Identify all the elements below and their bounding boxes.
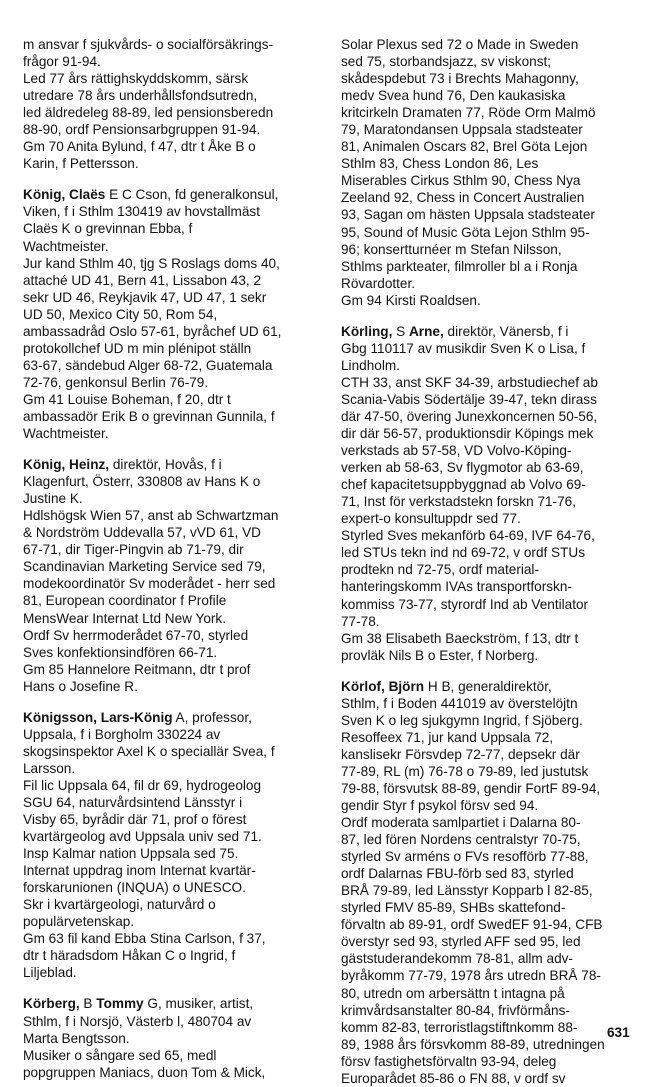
text-segment: Styrled Sves mekanförb 64-69, IVF 64-76, xyxy=(341,528,595,544)
text-line xyxy=(23,1064,323,1081)
text-segment: hanteringskomm IVAs transportforskn- xyxy=(341,579,572,595)
text-segment: Gm 94 Kirsti Roaldsen. xyxy=(341,292,481,308)
text-segment: H B, generaldirektör, xyxy=(424,678,552,694)
text-segment: styrled Sv arméns o FVs resofförb 77-88, xyxy=(341,849,589,865)
text-line xyxy=(341,425,641,442)
headword: Körling, xyxy=(341,323,393,339)
text-segment: m ansvar f sjukvårds- o socialförsäkrings- xyxy=(23,37,274,52)
text-segment: Klagenfurt, Österr, 330808 av Hans K o xyxy=(23,474,261,490)
text-line xyxy=(341,780,641,797)
text-line xyxy=(23,121,323,138)
headword: König, Heinz, xyxy=(23,457,110,473)
text-segment: & Nordström Uddevalla 57, vVD 61, VD xyxy=(23,525,261,541)
text-line xyxy=(23,947,323,964)
text-segment: forskarunionen (INQUA) o UNESCO. xyxy=(23,880,246,896)
text-segment: 81, Animalen Oscars 82, Brel Göta Lejon xyxy=(341,139,588,155)
text-segment: Uppsala, f i Borgholm 330224 av xyxy=(23,726,221,742)
entry-gap xyxy=(341,309,641,323)
text-line xyxy=(23,323,323,340)
text-segment: komm 82-83, terroristlagstiftnkomm 88- xyxy=(341,1019,578,1035)
text-line xyxy=(23,408,323,425)
text-line xyxy=(23,36,323,53)
text-line xyxy=(23,794,323,811)
text-line xyxy=(341,746,641,763)
text-line xyxy=(23,1030,323,1047)
text-line xyxy=(341,1036,641,1053)
text-line xyxy=(23,425,323,442)
text-segment: sed 75, storbandsjazz, sv viskonst; xyxy=(341,54,552,70)
text-line xyxy=(23,155,323,172)
text-line xyxy=(341,36,641,53)
biography-entry xyxy=(23,995,323,1080)
text-segment: 77-89, RL (m) 76-78 o 79-89, led justutsk xyxy=(341,763,589,779)
text-line xyxy=(341,561,641,578)
text-segment: Marta Bengtsson. xyxy=(23,1030,130,1046)
text-segment: Karin, f Pettersson. xyxy=(23,156,139,172)
text-segment: 87, led fören Nordens centralstyr 70-75, xyxy=(341,832,581,848)
text-line xyxy=(341,882,641,899)
text-line xyxy=(23,456,323,473)
text-segment: dtr t häradsdom Håkan C o Ingrid, f xyxy=(23,948,236,964)
text-segment: E C Cson, fd generalkonsul, xyxy=(105,187,279,203)
text-line xyxy=(341,138,641,155)
text-line xyxy=(341,916,641,933)
text-line xyxy=(341,647,641,664)
text-segment: Visby 65, byrådir där 71, prof o förest xyxy=(23,812,247,828)
text-line xyxy=(341,848,641,865)
text-segment: 72-76, genkonsul Berlin 76-79. xyxy=(23,374,209,390)
text-line xyxy=(23,558,323,575)
text-segment: Resoffeex 71, jur kand Uppsala 72, xyxy=(341,729,554,745)
text-line xyxy=(23,896,323,913)
text-line xyxy=(341,1070,641,1087)
text-line xyxy=(341,275,641,292)
text-line xyxy=(23,238,323,255)
text-segment: Wachtmeister. xyxy=(23,426,109,442)
text-line xyxy=(23,930,323,947)
text-segment: Justine K. xyxy=(23,491,83,507)
text-segment: led äldredeleg 88-89, led pensionsberedn xyxy=(23,105,274,121)
text-segment: utredare 78 års underhållsfondsutredn, xyxy=(23,88,258,104)
entry-gap xyxy=(23,172,323,186)
text-line xyxy=(23,862,323,879)
text-line xyxy=(341,797,641,814)
text-segment: byråkomm 77-79, 1978 års utredn BRÅ 78- xyxy=(341,968,601,984)
text-line xyxy=(23,203,323,220)
text-line xyxy=(23,592,323,609)
text-line xyxy=(341,189,641,206)
text-line xyxy=(23,289,323,306)
biography-entry xyxy=(23,36,323,172)
headword: Tommy xyxy=(96,996,144,1012)
text-line xyxy=(341,729,641,746)
text-segment: Internat uppdrag inom Internat kvartär- xyxy=(23,863,256,879)
text-line xyxy=(23,913,323,930)
text-segment: S xyxy=(392,323,409,339)
text-line xyxy=(23,879,323,896)
text-line xyxy=(23,811,323,828)
text-segment: ordf Dalarnas FBU-förb sed 83, styrled xyxy=(341,866,574,882)
text-segment: 63-67, sändebud Alger 68-72, Guatemala xyxy=(23,357,273,373)
text-segment: ambassadör Erik B o grevinnan Gunnila, f xyxy=(23,408,275,424)
text-segment: provläk Nils B o Ester, f Norberg. xyxy=(341,647,539,663)
text-segment: chef kapacitetsuppbyggnad ab Volvo 69- xyxy=(341,477,586,493)
headword: König, Claës xyxy=(23,187,106,203)
text-line xyxy=(341,374,641,391)
text-line xyxy=(23,964,323,981)
text-segment: Gm 85 Hannelore Reitmann, dtr t prof xyxy=(23,661,251,677)
text-segment: gäststuderandekomm 78-81, allm adv- xyxy=(341,951,573,967)
text-line xyxy=(23,473,323,490)
text-line xyxy=(23,541,323,558)
entry-gap xyxy=(23,695,323,709)
text-line xyxy=(23,726,323,743)
text-line xyxy=(341,596,641,613)
text-line xyxy=(23,374,323,391)
text-line xyxy=(341,695,641,712)
text-segment: Europarådet 85-86 o FN 88, v ordf sv xyxy=(341,1070,566,1086)
entry-gap xyxy=(23,981,323,995)
page-number: 631 xyxy=(607,1025,630,1040)
text-line xyxy=(341,70,641,87)
text-segment: Sthlm, f i Norsjö, Västerb l, 480704 av xyxy=(23,1013,252,1029)
text-segment: Gm 63 fil kand Ebba Stina Carlson, f 37, xyxy=(23,931,266,947)
text-segment: skogsinspektor Axel K o speciallär Svea, f xyxy=(23,743,275,759)
text-segment: Scandinavian Marketing Service sed 79, xyxy=(23,559,266,575)
biography-entry xyxy=(341,36,641,309)
text-segment: kommiss 73-77, styrordf Ind ab Ventilator xyxy=(341,596,589,612)
text-line xyxy=(23,306,323,323)
text-line xyxy=(341,630,641,647)
text-line xyxy=(341,241,641,258)
text-segment: Sthlm 83, Chess London 86, Les xyxy=(341,156,539,172)
headword: Arne, xyxy=(408,323,444,339)
text-segment: Hdlshögsk Wien 57, anst ab Schwartzman xyxy=(23,508,279,524)
text-segment: Lindholm. xyxy=(341,357,400,373)
text-line xyxy=(341,613,641,630)
text-line xyxy=(23,1013,323,1030)
text-line xyxy=(341,459,641,476)
text-line xyxy=(23,524,323,541)
text-segment: 95, Sound of Music Göta Lejon Sthlm 95- xyxy=(341,224,590,240)
text-line xyxy=(23,743,323,760)
text-line xyxy=(341,831,641,848)
text-segment: Zeeland 92, Chess in Concert Australien xyxy=(341,190,585,206)
text-line xyxy=(23,828,323,845)
text-line xyxy=(23,627,323,644)
text-segment: Gm 70 Anita Bylund, f 47, dtr t Åke B o xyxy=(23,139,256,155)
text-line xyxy=(23,995,323,1012)
text-segment: gendir Styr f psykol försv sed 94. xyxy=(341,798,539,814)
text-line xyxy=(341,323,641,340)
entry-gap xyxy=(341,664,641,678)
text-line xyxy=(23,845,323,862)
text-line xyxy=(341,899,641,916)
text-segment: led STUs tekn ind nd 69-72, v ordf STUs xyxy=(341,545,586,561)
text-line xyxy=(341,206,641,223)
text-segment: Sves konfektionsindfören 66-71. xyxy=(23,644,218,660)
text-segment: Rövardotter. xyxy=(341,275,416,291)
text-segment: 81, European coordinator f Profile xyxy=(23,593,227,609)
text-segment: 89, 1988 års försvkomm 88-89, utredningen xyxy=(341,1036,605,1052)
biography-entry xyxy=(23,456,323,695)
text-line xyxy=(23,490,323,507)
text-segment: SGU 64, naturvårdsintend Länsstyr i xyxy=(23,794,243,810)
text-line xyxy=(341,340,641,357)
text-line xyxy=(23,644,323,661)
text-segment: Ordf moderata samlpartiet i Dalarna 80- xyxy=(341,815,581,831)
text-segment: modekoordinatör Sv moderådet - herr sed xyxy=(23,576,276,592)
text-line xyxy=(341,442,641,459)
text-line xyxy=(23,760,323,777)
text-line xyxy=(341,763,641,780)
text-segment: B xyxy=(79,996,97,1012)
text-line xyxy=(23,661,323,678)
text-segment: prodtekn nd 72-75, ordf material- xyxy=(341,562,539,578)
text-line xyxy=(23,575,323,592)
text-segment: protokollchef UD m min plénipot ställn xyxy=(23,340,252,356)
text-line xyxy=(341,104,641,121)
text-segment: populärvetenskap. xyxy=(23,914,135,930)
text-line xyxy=(341,391,641,408)
text-segment: överstyr sed 93, styrled AFF sed 95, led xyxy=(341,934,581,950)
text-segment: Fil lic Uppsala 64, fil dr 69, hydrogeolog xyxy=(23,777,262,793)
text-line xyxy=(23,391,323,408)
text-segment: 93, Sagan om hästen Uppsala stadsteater xyxy=(341,207,595,223)
text-segment: Gbg 110117 av musikdir Sven K o Lisa, f xyxy=(341,340,586,356)
text-segment: Skr i kvartärgeologi, naturvård o xyxy=(23,897,216,913)
text-line xyxy=(341,357,641,374)
text-line xyxy=(341,172,641,189)
right-column xyxy=(341,36,641,1087)
text-line xyxy=(341,712,641,729)
text-segment: skådespdebut 73 i Brechts Mahagonny, xyxy=(341,71,579,87)
text-line xyxy=(23,186,323,203)
text-line xyxy=(23,53,323,70)
text-segment: Sven K o leg sjukgymn Ingrid, f Sjöberg. xyxy=(341,712,583,728)
text-line xyxy=(341,53,641,70)
text-line xyxy=(23,709,323,726)
text-segment: CTH 33, anst SKF 34-39, arbstudiechef ab xyxy=(341,374,598,390)
text-segment: BRÅ 79-89, led Länsstyr Kopparb l 82-85, xyxy=(341,883,593,899)
text-segment: sekr UD 46, Reykjavik 47, UD 47, 1 sekr xyxy=(23,289,267,305)
text-segment: MensWear Internat Ltd New York. xyxy=(23,610,227,626)
text-line xyxy=(341,544,641,561)
text-segment: Larsson. xyxy=(23,760,76,776)
text-line xyxy=(23,220,323,237)
text-line xyxy=(23,610,323,627)
text-segment: Musiker o sångare sed 65, medl xyxy=(23,1047,217,1063)
text-line xyxy=(341,527,641,544)
text-segment: expert-o konsultuppdr sed 77. xyxy=(341,511,521,527)
text-line xyxy=(23,1047,323,1064)
text-segment: direktör, Vänersb, f i xyxy=(443,323,569,339)
text-segment: 80, utredn om arbersättn t intagna på xyxy=(341,985,565,1001)
text-line xyxy=(23,138,323,155)
text-line xyxy=(341,933,641,950)
text-line xyxy=(341,865,641,882)
text-segment: UD 50, Mexico City 50, Rom 54, xyxy=(23,306,218,322)
text-line xyxy=(341,258,641,275)
text-segment: Sthlms parkteater, filmroller bl a i Ronja xyxy=(341,258,578,274)
text-segment: 79, Maratondansen Uppsala stadsteater xyxy=(341,122,583,138)
biography-entry xyxy=(23,709,323,982)
text-line xyxy=(341,493,641,510)
text-line xyxy=(23,357,323,374)
text-line xyxy=(23,507,323,524)
text-line xyxy=(341,476,641,493)
text-segment: Viken, f i Sthlm 130419 av hovstallmäst xyxy=(23,204,261,220)
text-line xyxy=(341,87,641,104)
text-segment: Wachtmeister. xyxy=(23,238,109,254)
text-line xyxy=(23,777,323,794)
text-segment: direktör, Hovås, f i xyxy=(109,457,222,473)
text-segment: dir där 56-57, produktionsdir Köpings mek xyxy=(341,426,594,442)
text-segment: frågor 91-94. xyxy=(23,54,101,70)
text-line xyxy=(341,155,641,172)
left-column xyxy=(23,36,323,1081)
text-line xyxy=(23,255,323,272)
text-segment: 67-71, dir Tiger-Pingvin ab 71-79, dir xyxy=(23,542,244,558)
biography-entry xyxy=(23,186,323,442)
text-segment: G, musiker, artist, xyxy=(143,996,254,1012)
text-segment: Gm 38 Elisabeth Baeckström, f 13, dtr t xyxy=(341,630,579,646)
text-segment: 88-90, ordf Pensionsarbgruppen 91-94. xyxy=(23,122,261,138)
text-line xyxy=(23,104,323,121)
text-segment: kanslisekr Försvdep 72-77, depsekr där xyxy=(341,746,580,762)
text-segment: Solar Plexus sed 72 o Made in Sweden xyxy=(341,37,579,52)
text-segment: Sthlm, f i Boden 441019 av överstelöjtn xyxy=(341,695,578,711)
headword: Königsson, Lars-König xyxy=(23,709,173,725)
text-line xyxy=(341,985,641,1002)
text-segment: krimvårdsanstalter 80-84, frivförmåns- xyxy=(341,1002,570,1018)
text-segment: verken ab 58-63, Sv flygmotor ab 63-69, xyxy=(341,460,584,476)
text-segment: ambassadråd Oslo 57-61, byråchef UD 61, xyxy=(23,323,282,339)
text-line xyxy=(341,1002,641,1019)
text-segment: där 47-50, övering Junexkoncernen 50-56, xyxy=(341,408,598,424)
text-line xyxy=(341,121,641,138)
text-segment: kritcirkeln Dramaten 77, Röde Orm Malmö xyxy=(341,105,596,121)
text-line xyxy=(341,578,641,595)
text-line xyxy=(341,408,641,425)
text-segment: 77-78. xyxy=(341,613,380,629)
text-segment: Liljeblad. xyxy=(23,965,77,981)
text-segment: Claës K o grevinnan Ebba, f xyxy=(23,221,193,237)
text-segment: Led 77 års rättighskyddskomm, särsk xyxy=(23,71,249,87)
text-segment: popgruppen Maniacs, duon Tom & Mick, xyxy=(23,1064,266,1080)
text-segment: 79-88, försvutsk 88-89, gendir FortF 89-94, xyxy=(341,780,601,796)
text-segment: Hans o Josefine R. xyxy=(23,678,138,694)
text-segment: Gm 41 Louise Boheman, f 20, dtr t xyxy=(23,391,231,407)
text-line xyxy=(341,1019,641,1036)
text-segment: styrled FMV 85-89, SHBs skattefond- xyxy=(341,900,566,916)
biography-entry xyxy=(341,323,641,664)
text-line xyxy=(341,678,641,695)
text-line xyxy=(341,1053,641,1070)
text-line xyxy=(23,87,323,104)
text-segment: medv Svea hund 76, Den kaukasiska xyxy=(341,88,566,104)
headword: Körberg, xyxy=(23,996,80,1012)
headword: Körlof, Björn xyxy=(341,678,425,694)
text-segment: försv fastighetsförvaltn 93-94, deleg xyxy=(341,1053,557,1069)
text-segment: förvaltn ab 89-91, ordf SwedEF 91-94, CFB xyxy=(341,917,603,933)
biography-entry xyxy=(341,678,641,1087)
text-line xyxy=(341,292,641,309)
text-segment: verkstads ab 57-58, VD Volvo-Köping- xyxy=(341,443,572,459)
text-segment: A, professor, xyxy=(172,709,252,725)
text-line xyxy=(23,340,323,357)
text-segment: Miserables Cirkus Sthlm 90, Chess Nya xyxy=(341,173,581,189)
text-line xyxy=(23,70,323,87)
text-line xyxy=(341,950,641,967)
text-line xyxy=(23,272,323,289)
text-line xyxy=(23,678,323,695)
text-line xyxy=(341,224,641,241)
entry-gap xyxy=(23,442,323,456)
text-segment: attaché UD 41, Bern 41, Lissabon 43, 2 xyxy=(23,272,262,288)
text-segment: Jur kand Sthlm 40, tjg S Roslags doms 40, xyxy=(23,255,280,271)
text-segment: 71, Inst för verkstadstekn forskn 71-76, xyxy=(341,494,576,510)
text-segment: kvartärgeolog avd Uppsala univ sed 71. xyxy=(23,829,262,845)
text-line xyxy=(341,510,641,527)
text-segment: Insp Kalmar nation Uppsala sed 75. xyxy=(23,846,239,862)
text-line xyxy=(341,967,641,984)
text-segment: Ordf Sv herrmoderådet 67-70, styrled xyxy=(23,627,249,643)
text-segment: Scania-Vabis Södertälje 39-47, tekn dirass xyxy=(341,391,597,407)
text-segment: 96; konsertturnéer m Stefan Nilsson, xyxy=(341,241,562,257)
text-line xyxy=(341,814,641,831)
